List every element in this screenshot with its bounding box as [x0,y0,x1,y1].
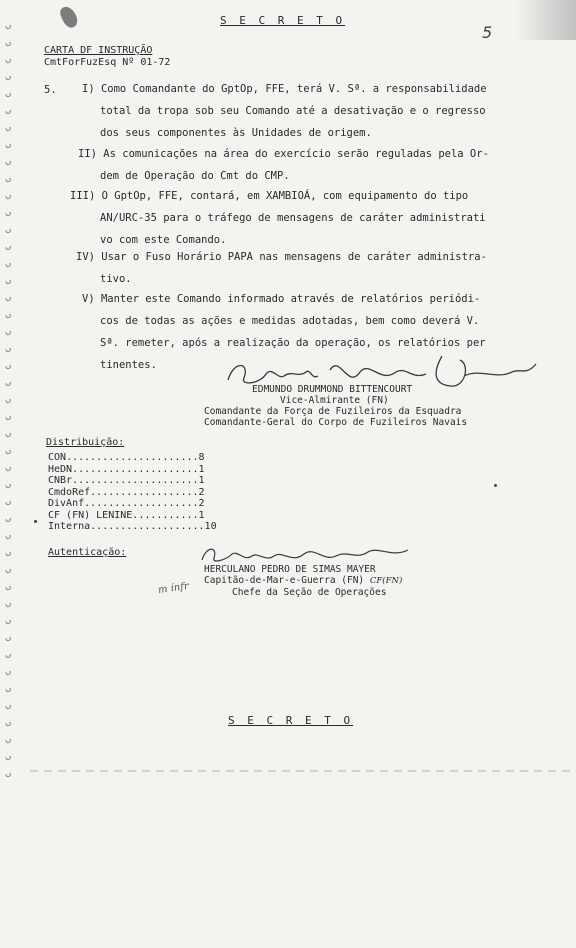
binding-mark: ᴗ [1,493,14,509]
item-line: AN/URC-35 para o tráfego de mensagens de caráter administrati [100,212,486,224]
item-line: dem de Operação do Cmt do CMP. [100,170,290,182]
distribution-entry: CmdoRef..................2 [48,486,205,498]
ink-blot [58,4,80,30]
item-line: dos seus componentes às Unidades de origem. [100,127,372,139]
signatory-name: EDMUNDO DRUMMOND BITTENCOURT [252,384,413,395]
distribution-entry: Interna...................10 [48,521,217,532]
authenticator-name: HERCULANO PEDRO DE SIMAS MAYER [204,564,376,575]
signatory-titles [204,406,467,428]
scan-shadow [516,0,576,40]
binding-mark: ᴗ [1,459,14,475]
binding-mark: ᴗ [1,408,14,424]
binding-mark: ᴗ [1,561,14,577]
page-number: 5 [482,23,493,42]
binding-mark: ᴗ [1,102,14,118]
binding-mark: ᴗ [1,238,14,254]
distribution-entry: HeDN.....................1 [48,463,205,475]
authenticator-role: Chefe da Seção de Operações [232,587,387,598]
binding-mark: ᴗ [1,136,14,152]
binding-mark: ᴗ [1,17,14,33]
binding-mark: ᴗ [1,306,14,322]
binding-holes [0,0,30,780]
item-line: V) Manter este Comando informado através de relatórios periódi- [82,293,481,305]
binding-mark: ᴗ [1,204,14,220]
binding-mark: ᴗ [1,34,14,50]
distribution-entry: CON......................8 [48,452,205,463]
item-line: tivo. [100,273,132,285]
binding-mark: ᴗ [1,527,14,543]
document-title: CARTA DF INSTRUÇÃO [44,45,153,56]
binding-mark: ᴗ [1,425,14,441]
instruction-item-2 [78,143,489,187]
binding-mark: ᴗ [1,544,14,560]
binding-mark: ᴗ [1,646,14,662]
binding-mark: ᴗ [1,663,14,679]
authentication-title: Autenticação: [48,547,127,558]
binding-mark: ᴗ [1,442,14,458]
authenticator-block [204,564,402,598]
item-line: Sª. remeter, após a realização da operação, os relatórios per [100,337,486,349]
item-line: IV) Usar o Fuso Horário PAPA nas mensagens de caráter administra- [76,251,487,263]
binding-mark: ᴗ [1,170,14,186]
instruction-item-3 [70,185,486,251]
binding-mark: ᴗ [1,85,14,101]
instruction-item-4 [76,246,487,290]
binding-mark: ᴗ [1,510,14,526]
signatory-title-2: Comandante-Geral do Corpo de Fuzileiros Navais [204,417,468,428]
distribution-entry: DivAnf...................2 [48,498,205,509]
binding-mark: ᴗ [1,51,14,67]
binding-mark: ᴗ [1,680,14,696]
binding-mark: ᴗ [1,153,14,169]
binding-mark: ᴗ [1,748,14,764]
binding-mark: ᴗ [1,68,14,84]
item-line: cos de todas as ações e medidas adotadas, bem como deverá V. [100,315,480,327]
binding-mark: ᴗ [1,391,14,407]
binding-mark: ᴗ [1,578,14,594]
signatory-rank: Vice-Almirante (FN) [280,395,389,406]
rank-annotation: CF(FN) [369,576,403,586]
binding-mark: ᴗ [1,476,14,492]
classification-footer: S E C R E T O [228,714,354,727]
binding-mark: ᴗ [1,629,14,645]
binding-mark: ᴗ [1,187,14,203]
binding-mark: ᴗ [1,289,14,305]
speck [494,484,497,487]
binding-mark: ᴗ [1,697,14,713]
authenticator-rank-line [204,575,402,587]
binding-mark: ᴗ [1,119,14,135]
signatory-block [252,384,412,406]
binding-mark: ᴗ [1,340,14,356]
binding-mark: ᴗ [1,714,14,730]
binding-mark: ᴗ [1,357,14,373]
distribution-title: Distribuição: [46,437,125,448]
item-line: vo com este Comando. [100,234,227,246]
item-line: II) As comunicações na área do exercício serão reguladas pela Or- [78,148,489,160]
authenticator-rank: Capitão-de-Mar-e-Guerra (FN) [204,575,365,586]
classification-header: S E C R E T O [220,14,346,27]
document-reference: CmtForFuzEsq Nº 01-72 [44,57,171,68]
item-line: III) O GptOp, FFE, contará, em XAMBIOÁ, com equipamento do tipo [70,190,469,202]
binding-mark: ᴗ [1,272,14,288]
distribution-entry: CNBr.....................1 [48,475,205,486]
item-line: I) Como Comandante do GptOp, FFE, terá V. Sª. a responsabilidade [82,83,487,95]
signatory-title-1: Comandante da Força de Fuzileiros da Esquadra [204,406,462,417]
speck [34,520,37,523]
item-line: tinentes. [100,359,157,371]
binding-mark: ᴗ [1,595,14,611]
binding-mark: ᴗ [1,374,14,390]
scan-artifact-line [30,770,570,772]
handwritten-margin-note: m ínfr [157,580,190,597]
item-line: total da tropa sob seu Comando até a desativação e o regresso [100,105,486,117]
binding-mark: ᴗ [1,323,14,339]
distribution-entry: CF (FN) LENINE...........1 [48,509,205,521]
binding-mark: ᴗ [1,612,14,628]
distribution-list [48,452,217,533]
binding-mark: ᴗ [1,255,14,271]
binding-mark: ᴗ [1,221,14,237]
binding-mark: ᴗ [1,765,14,781]
section-number: 5. [44,84,57,96]
binding-mark: ᴗ [1,731,14,747]
instruction-item-1 [82,78,487,144]
